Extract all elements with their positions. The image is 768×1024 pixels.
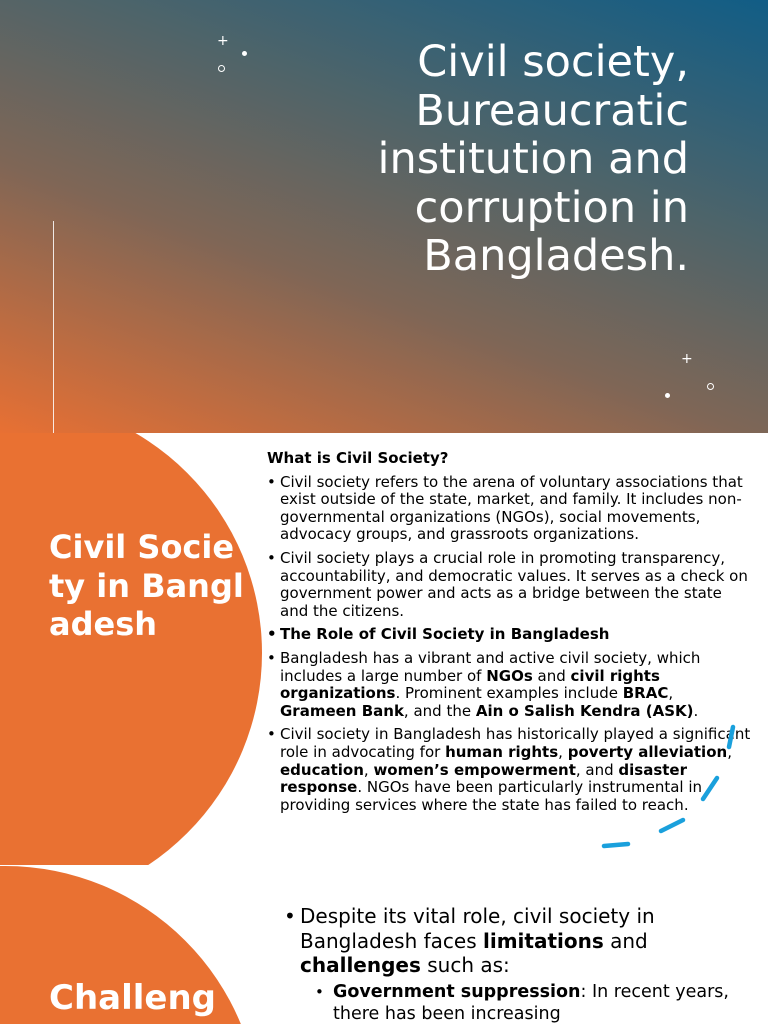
bold-text: Government suppression (333, 982, 581, 1003)
bold-text: limitations (483, 928, 604, 953)
text-run: , and the (403, 701, 476, 720)
text-run: . NGOs have been particularly instrumental in providing services where the state has failed to reach. (280, 778, 703, 814)
plus-icon: + (681, 351, 693, 367)
plus-icon: + (217, 33, 229, 49)
text-run: Civil society in Bangladesh has historically played a significant role in advocating for (280, 725, 751, 761)
title-slide (0, 0, 768, 433)
pen-annotation-marks (0, 433, 768, 865)
text-run: and (532, 666, 571, 685)
bold-text: NGOs (486, 666, 533, 685)
text-run: . (693, 701, 699, 720)
text-run: Civil society plays a crucial role in promoting transparency, accountability, and democratic values. It serves as a check on government power and acts as a bridge between the state and the citizens. (280, 548, 748, 620)
bullet-item (284, 904, 744, 978)
slide-title: Civil society, Bureaucratic institution and corruption in Bangladesh. (377, 37, 689, 281)
content-heading: What is Civil Society? (267, 449, 449, 467)
section-title: Civil Society in Bangladesh (49, 528, 244, 643)
bold-text: human rights (445, 742, 559, 761)
text-run: Despite its vital role, civil society in Bangladesh faces (300, 904, 655, 953)
text-run: . Prominent examples include (395, 684, 623, 703)
content-body (284, 904, 744, 1024)
text-run: and (603, 928, 648, 953)
bold-text: disaster response (280, 760, 688, 797)
text-run: such as: (420, 953, 510, 978)
bold-text: Ain o Salish Kendra (ASK) (475, 701, 694, 720)
bold-text: women’s empowerment (373, 760, 576, 779)
sub-bullet-item (313, 982, 744, 1024)
text-run: Civil society refers to the arena of voluntary associations that exist outside of the state, market, and family. It includes non-governmental organizations (NGOs), social movements, advocacy groups, and grassroots organizations. (280, 472, 743, 544)
bold-text: civil rights organizations (280, 666, 660, 703)
text-run: , (363, 760, 374, 779)
bold-text: challenges (300, 953, 421, 978)
text-run: Bangladesh has a vibrant and active civil society, which includes a large number of (280, 648, 701, 685)
dot-icon (242, 51, 247, 56)
text-run: : In recent years, there has been increasing (333, 982, 729, 1024)
ring-icon (707, 383, 714, 390)
ring-icon (218, 65, 225, 72)
text-run: , (727, 742, 732, 761)
vertical-divider-line (53, 221, 54, 433)
challenges-slide (0, 866, 768, 1024)
text-run: The Role of Civil Society in Bangladesh (280, 625, 610, 644)
section-title: Challeng (49, 978, 217, 1018)
bold-text: education (280, 760, 364, 779)
bold-text: BRAC (622, 684, 669, 703)
bold-text: poverty alleviation (567, 742, 728, 761)
text-run: , (558, 742, 568, 761)
bold-text: Grameen Bank (280, 701, 404, 720)
text-run: , (668, 684, 674, 703)
civil-society-slide (0, 433, 768, 865)
dot-icon (665, 393, 670, 398)
text-run: , and (575, 760, 619, 779)
